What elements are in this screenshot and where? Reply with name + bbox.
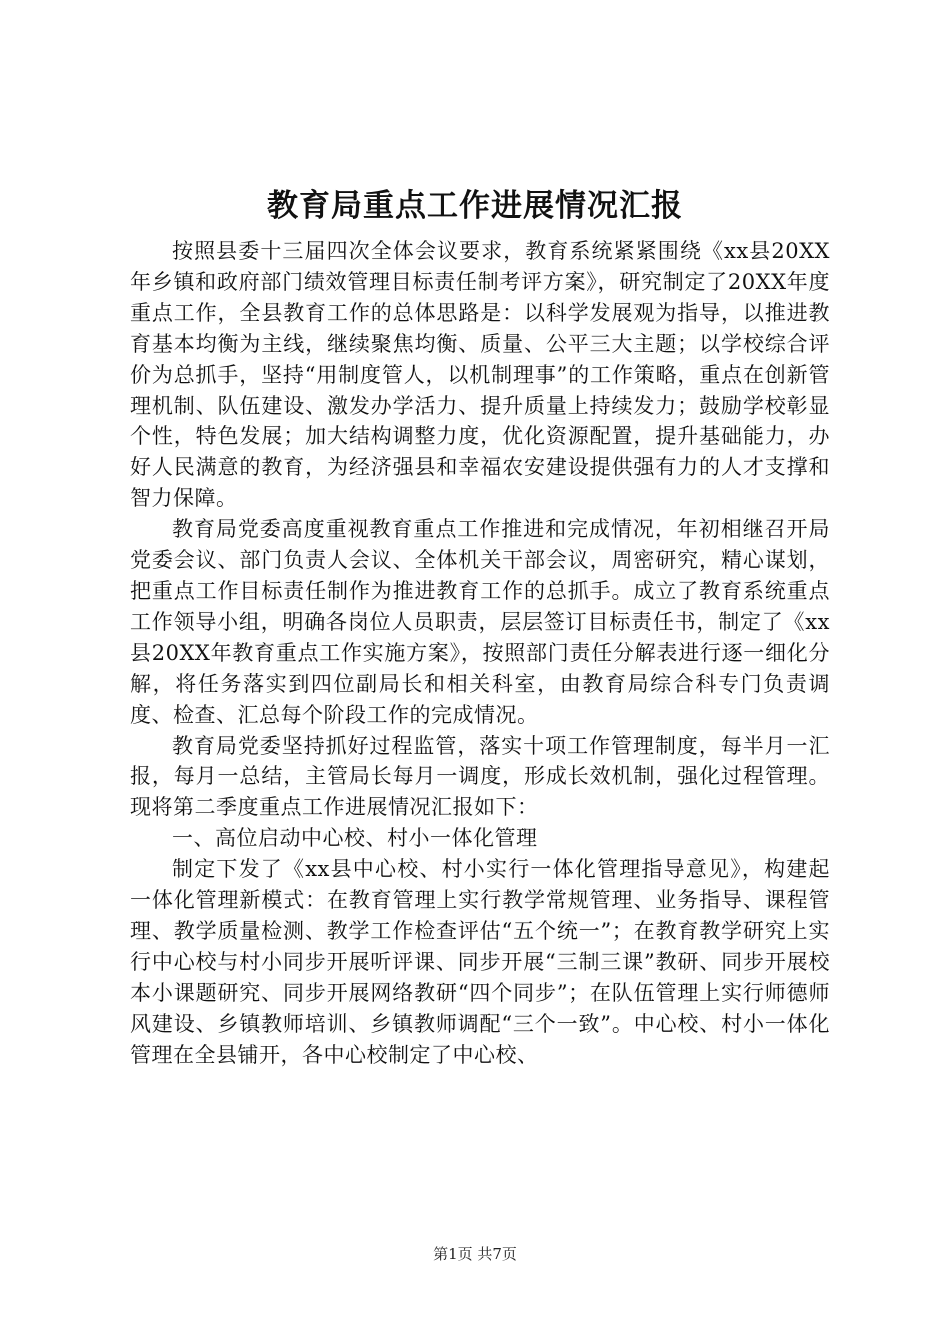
document-body (130, 236, 830, 1070)
paragraph-section-1: 制定下发了《xx县中心校、村小实行一体化管理指导意见》，构建起一体化管理新模式：在教育管理上实行教学常规管理、业务指导、课程管理、教学质量检测、教学工作检查评估“五个统一”；在教育教学研究上实行中心校与村小同步开展听评课、同步开展“三制三课”教研、同步开展校本小课题研究、同步开展网络教研“四个同步”；在队伍管理上实行师德师风建设、乡镇教师培训、乡镇教师调配“三个一致”。中心校、村小一体化管理在全县铺开，各中心校制定了中心校、 (130, 857, 830, 1067)
document-title: 教育局重点工作进展情况汇报 (267, 188, 683, 224)
paragraph-supervision: 教育局党委坚持抓好过程监管，落实十项工作管理制度，每半月一汇报，每月一总结，主管局长每月一调度，形成长效机制，强化过程管理。现将第二季度重点工作进展情况汇报如下： (130, 733, 830, 820)
page-number-footer: 第1页 共7页 (433, 1245, 517, 1263)
paragraph-intro: 按照县委十三届四次全体会议要求，教育系统紧紧围绕《xx县20XX年乡镇和政府部门绩效管理目标责任制考评方案》，研究制定了20XX年度重点工作，全县教育工作的总体思路是：以科学发展观为指导，以推进教育基本均衡为主线，继续聚焦均衡、质量、公平三大主题；以学校综合评价为总抓手，坚持“用制度管人，以机制理事”的工作策略，重点在创新管理机制、队伍建设、激发办学活力、提升质量上持续发力；鼓励学校彰显个性，特色发展；加大结构调整力度，优化资源配置，提升基础能力，办好人民满意的教育，为经济强县和幸福农安建设提供强有力的人才支撑和智力保障。 (130, 239, 830, 511)
paragraph-leadership: 教育局党委高度重视教育重点工作推进和完成情况，年初相继召开局党委会议、部门负责人会议、全体机关干部会议，周密研究，精心谋划，把重点工作目标责任制作为推进教育工作的总抓手。成立了教育系统重点工作领导小组，明确各岗位人员职责，层层签订目标责任书，制定了《xx县20XX年教育重点工作实施方案》，按照部门责任分解表进行逐一细化分解，将任务落实到四位副局长和相关科室，由教育局综合科专门负责调度、检查、汇总每个阶段工作的完成情况。 (130, 517, 830, 727)
section-heading-1: 一、高位启动中心校、村小一体化管理 (172, 826, 538, 851)
